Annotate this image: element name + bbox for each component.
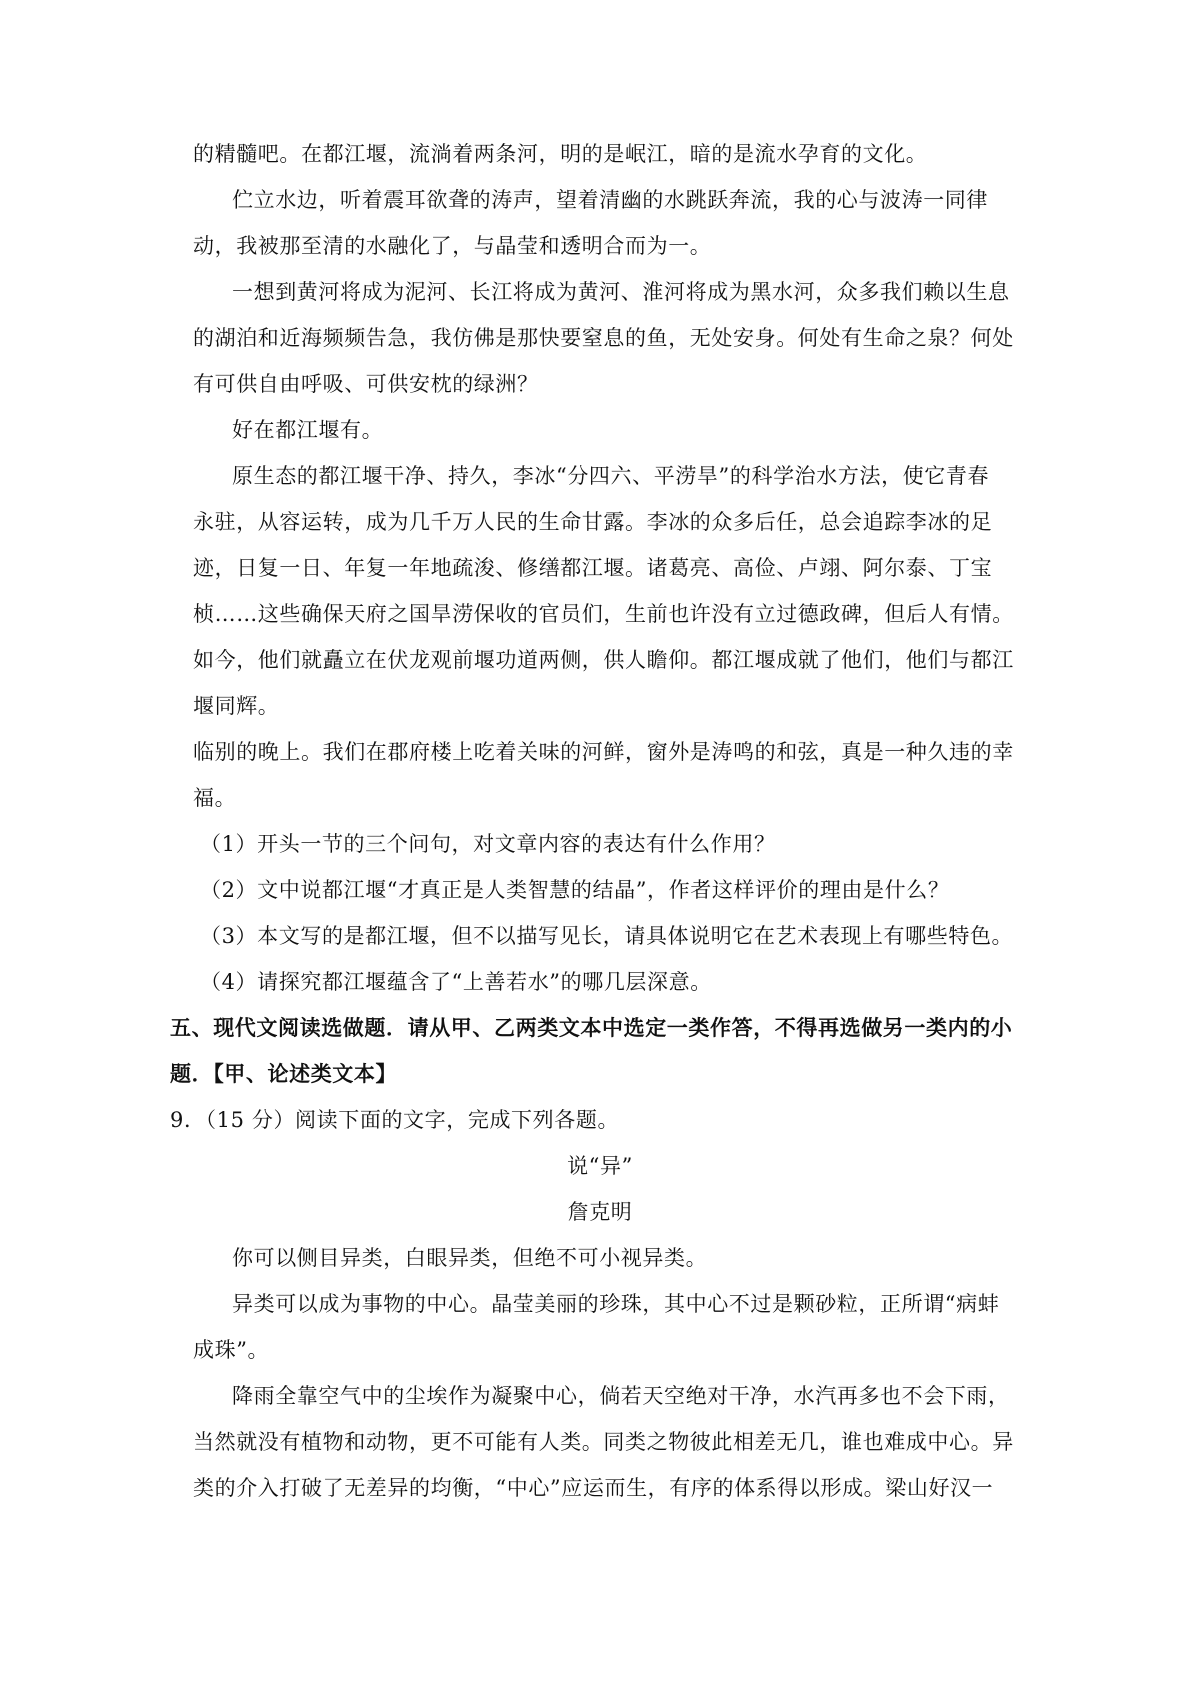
article-author: 詹克明	[567, 1200, 633, 1224]
article-line: 你可以侧目异类，白眼异类，但绝不可小视异类。	[232, 1246, 708, 1270]
article-title: 说“异”	[567, 1154, 633, 1178]
passage-line: 伫立水边，听着震耳欲聋的涛声，望着清幽的水跳跃奔流，我的心与波涛一同律	[232, 188, 988, 212]
question-item: （4）请探究都江堰蕴含了“上善若水”的哪几层深意。	[200, 970, 712, 994]
passage-line: 一想到黄河将成为泥河、长江将成为黄河、淮河将成为黑水河，众多我们赖以生息	[232, 280, 1010, 304]
passage-line: 桢……这些确保天府之国旱涝保收的官员们，生前也许没有立过德政碑，但后人有情。	[193, 602, 1014, 626]
passage-line: 的精髓吧。在都江堰，流淌着两条河，明的是岷江，暗的是流水孕育的文化。	[193, 142, 928, 166]
section-heading: 五、现代文阅读选做题．请从甲、乙两类文本中选定一类作答，不得再选做另一类内的小	[170, 1015, 1013, 1040]
passage-line: 动，我被那至清的水融化了，与晶莹和透明合而为一。	[193, 234, 712, 258]
article-line: 成珠”。	[193, 1338, 270, 1362]
article-line: 当然就没有植物和动物，更不可能有人类。同类之物彼此相差无几，谁也难成中心。异	[193, 1430, 1014, 1454]
passage-line: 原生态的都江堰干净、持久，李冰“分四六、平涝旱”的科学治水方法，使它青春	[232, 464, 990, 488]
question-item: （2）文中说都江堰“才真正是人类智慧的结晶”，作者这样评价的理由是什么？	[200, 878, 950, 902]
article-line: 降雨全靠空气中的尘埃作为凝聚中心，倘若天空绝对干净，水汽再多也不会下雨，	[232, 1384, 1010, 1408]
section-heading: 题．【甲、论述类文本】	[170, 1061, 398, 1086]
passage-line: 有可供自由呼吸、可供安枕的绿洲？	[193, 372, 539, 396]
article-line: 异类可以成为事物的中心。晶莹美丽的珍珠，其中心不过是颗砂粒，正所谓“病蚌	[232, 1292, 1000, 1316]
passage-line: 迹，日复一日、年复一年地疏浚、修缮都江堰。诸葛亮、高俭、卢翊、阿尔泰、丁宝	[193, 556, 993, 580]
question-item: （3）本文写的是都江堰，但不以描写见长，请具体说明它在艺术表现上有哪些特色。	[200, 924, 1014, 948]
article-line: 类的介入打破了无差异的均衡，“中心”应运而生，有序的体系得以形成。梁山好汉一	[193, 1476, 994, 1500]
passage-line: 如今，他们就矗立在伏龙观前堰功道两侧，供人瞻仰。都江堰成就了他们，他们与都江	[193, 648, 1014, 672]
passage-line: 永驻，从容运转，成为几千万人民的生命甘露。李冰的众多后任，总会追踪李冰的足	[193, 510, 993, 534]
passage-line: 堰同辉。	[193, 694, 280, 718]
passage-line: 临别的晚上。我们在郡府楼上吃着关味的河鲜，窗外是涛鸣的和弦，真是一种久违的幸	[193, 740, 1014, 764]
passage-line: 的湖泊和近海频频告急，我仿佛是那快要窒息的鱼，无处安身。何处有生命之泉？何处	[193, 326, 1014, 350]
question-item: （1）开头一节的三个问句，对文章内容的表达有什么作用？	[200, 832, 776, 856]
passage-line: 好在都江堰有。	[232, 418, 384, 442]
passage-line: 福。	[193, 786, 237, 810]
question-prompt: 9．（15 分）阅读下面的文字，完成下列各题。	[170, 1108, 620, 1132]
